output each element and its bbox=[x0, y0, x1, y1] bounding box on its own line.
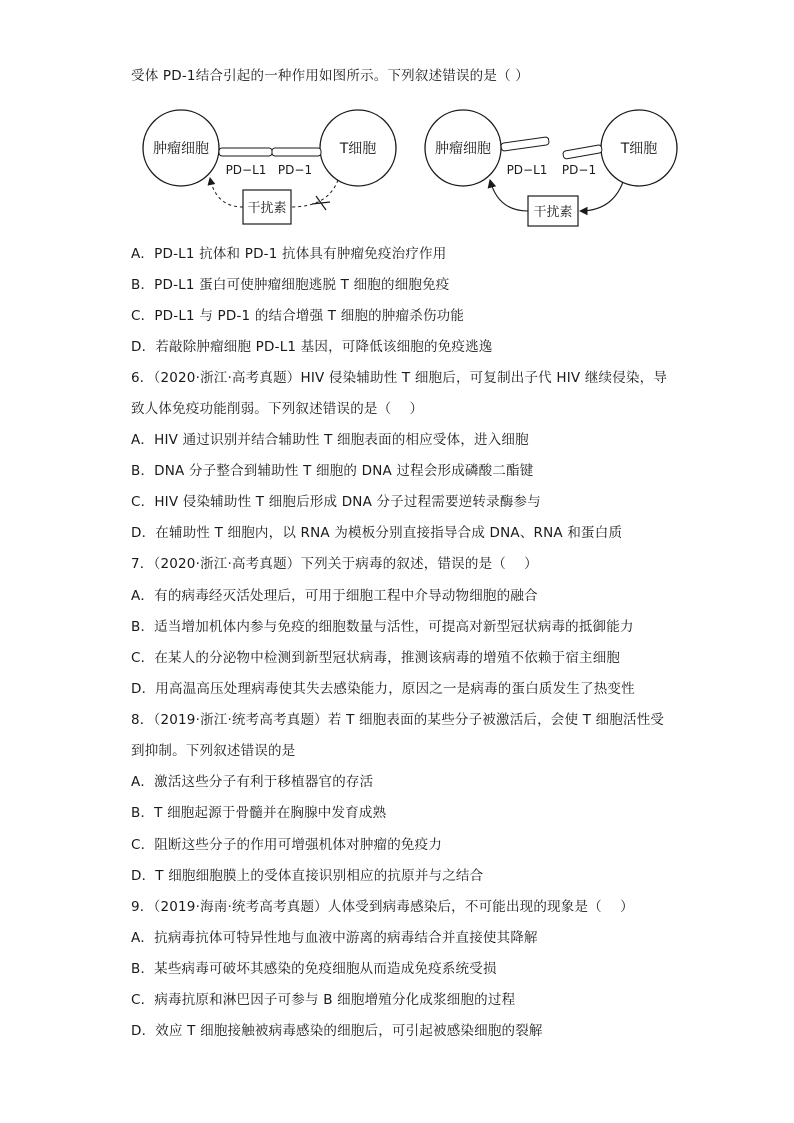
q9-option-a: A．抗病毒抗体可特异性地与血液中游离的病毒结合并直接使其降解 bbox=[131, 930, 538, 946]
q5-option-b: B．PD-L1 蛋白可使肿瘤细胞逃脱 T 细胞的细胞免疫 bbox=[131, 277, 450, 293]
q6-option-c: C．HIV 侵染辅助性 T 细胞后形成 DNA 分子过程需要逆转录酶参与 bbox=[131, 494, 541, 510]
left-pd-l1-molecule bbox=[219, 148, 272, 156]
q9-option-d: D．效应 T 细胞接触被病毒感染的细胞后，可引起被感染细胞的裂解 bbox=[131, 1023, 543, 1039]
q9-option-b: B．某些病毒可破坏其感染的免疫细胞从而造成免疫系统受损 bbox=[131, 961, 497, 977]
left-panel bbox=[143, 110, 396, 224]
question-intro: 受体 PD-1结合引起的一种作用如图所示。下列叙述错误的是（ ） bbox=[131, 68, 529, 84]
right-arrow-from-tcell bbox=[580, 182, 623, 211]
q5-option-c: C．PD-L1 与 PD-1 的结合增强 T 细胞的肿瘤杀伤功能 bbox=[131, 308, 465, 324]
q8-option-b: B．T 细胞起源于骨髓并在胸腺中发育成熟 bbox=[131, 805, 387, 821]
q8-option-a: A．激活这些分子有利于移植器官的存活 bbox=[131, 774, 374, 790]
right-panel bbox=[425, 110, 677, 226]
q6-stem-line2: 致人体免疫功能削弱。下列叙述错误的是（ ） bbox=[131, 401, 424, 417]
q9-option-c: C．病毒抗原和淋巴因子可参与 B 细胞增殖分化成浆细胞的过程 bbox=[131, 992, 516, 1008]
q7-option-a: A．有的病毒经灭活处理后，可用于细胞工程中介导动物细胞的融合 bbox=[131, 588, 538, 604]
right-arrow-to-tumor bbox=[490, 180, 528, 211]
q7-option-d: D．用高温高压处理病毒使其失去感染能力，原因之一是病毒的蛋白质发生了热变性 bbox=[131, 681, 635, 697]
q8-option-d: D．T 细胞细胞膜上的受体直接识别相应的抗原并与之结合 bbox=[131, 868, 484, 884]
pd1-diagram bbox=[138, 108, 678, 240]
q6-option-b: B．DNA 分子整合到辅助性 T 细胞的 DNA 过程会形成磷酸二酯键 bbox=[131, 463, 534, 479]
q8-option-c: C．阻断这些分子的作用可增强机体对肿瘤的免疫力 bbox=[131, 837, 443, 853]
q7-option-b: B．适当增加机体内参与免疫的细胞数量与活性，可提高对新型冠状病毒的抵御能力 bbox=[131, 619, 634, 635]
q8-stem-line2: 到抑制。下列叙述错误的是 bbox=[131, 743, 296, 759]
q6-stem-line1: 6．（2020·浙江·高考真题）HIV 侵染辅助性 T 细胞后，可复制出子代 HIV 继续侵染，导 bbox=[131, 370, 668, 386]
q7-option-c: C．在某人的分泌物中检测到新型冠状病毒，推测该病毒的增殖不依赖于宿主细胞 bbox=[131, 650, 621, 666]
left-block-mark bbox=[312, 196, 330, 210]
right-tumor-label: 肿瘤细胞 bbox=[435, 141, 491, 157]
right-pd-1-molecule bbox=[563, 145, 603, 160]
right-pd-l1-label: PD−L1 bbox=[506, 163, 548, 177]
left-dashed-arrow-from-tcell bbox=[291, 180, 338, 207]
left-tumor-label: 肿瘤细胞 bbox=[153, 141, 209, 157]
left-interferon-label: 干扰素 bbox=[247, 201, 287, 216]
right-t-label: T细胞 bbox=[620, 141, 658, 157]
q5-option-a: A．PD-L1 抗体和 PD-1 抗体具有肿瘤免疫治疗作用 bbox=[131, 246, 447, 262]
q8-stem-line1: 8．（2019·浙江·统考高考真题）若 T 细胞表面的某些分子被激活后，会使 T 细胞活性受 bbox=[131, 712, 665, 728]
left-pd-1-molecule bbox=[272, 148, 321, 156]
q5-option-d: D．若敲除肿瘤细胞 PD-L1 基因，可降低该细胞的免疫逃逸 bbox=[131, 339, 493, 355]
q9-stem: 9．（2019·海南·统考高考真题）人体受到病毒感染后，不可能出现的现象是（ ） bbox=[131, 899, 634, 915]
left-pd-l1-label: PD−L1 bbox=[225, 163, 267, 177]
q6-option-d: D．在辅助性 T 细胞内，以 RNA 为模板分别直接指导合成 DNA、RNA 和蛋白质 bbox=[131, 525, 623, 541]
left-pd-1-label: PD−1 bbox=[277, 163, 313, 177]
left-dashed-arrow-to-tumor bbox=[210, 178, 243, 207]
left-t-label: T细胞 bbox=[339, 141, 377, 157]
q6-option-a: A．HIV 通过识别并结合辅助性 T 细胞表面的相应受体，进入细胞 bbox=[131, 432, 529, 448]
right-pd-1-label: PD−1 bbox=[561, 163, 597, 177]
right-interferon-label: 干扰素 bbox=[533, 205, 573, 220]
q7-stem: 7．（2020·浙江·高考真题）下列关于病毒的叙述，错误的是（ ） bbox=[131, 556, 538, 572]
right-pd-l1-molecule bbox=[501, 137, 550, 152]
